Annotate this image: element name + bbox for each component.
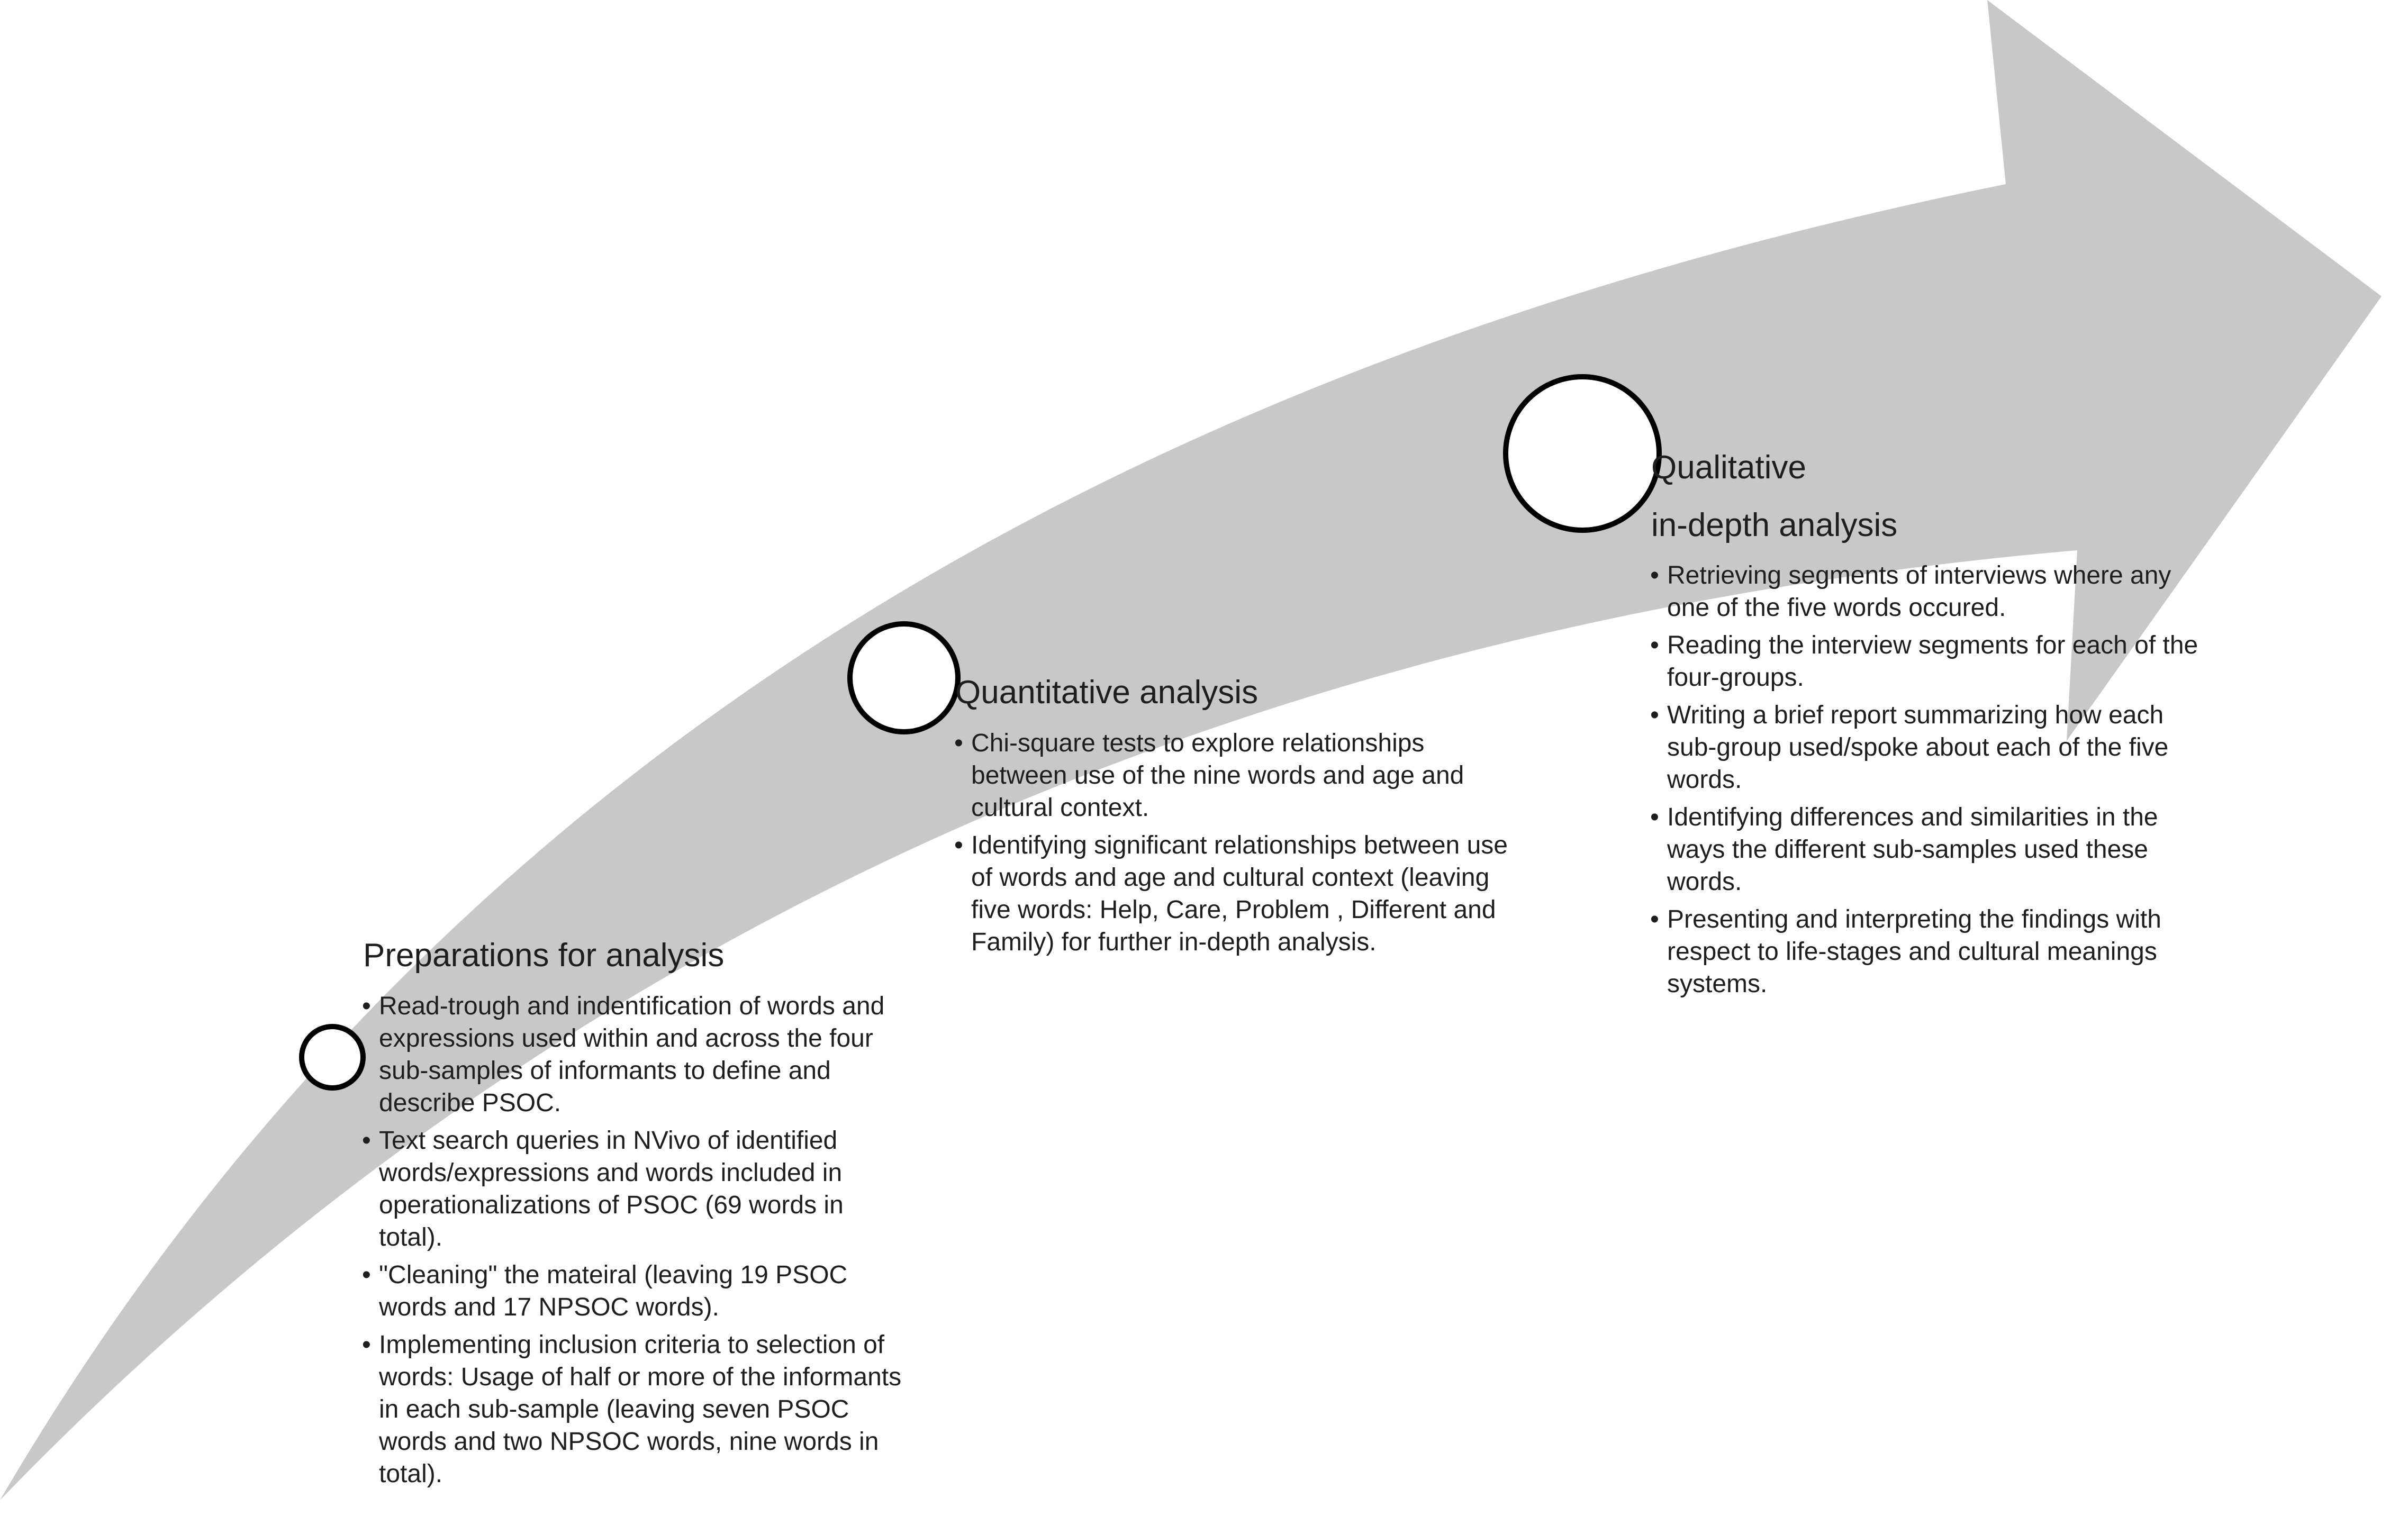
stage-title-line: Preparations for analysis (363, 937, 725, 974)
stage-quantitative (955, 664, 1522, 964)
stage-bullet-list (363, 990, 908, 1490)
stage-bullet-list (955, 727, 1522, 958)
stage-title-line: Quantitative analysis (955, 674, 1259, 711)
bullet-item: • Reading the interview segments for each of the four-groups. (1651, 629, 2212, 694)
stage-title-line: in-depth analysis (1651, 506, 1898, 543)
bullet-item: • Presenting and interpreting the findings with respect to life-stages and cultural meanings systems. (1651, 903, 2212, 1000)
bullet-item: • Retrieving segments of interviews where any one of the five words occured. (1651, 559, 2212, 624)
stage-qualitative (1651, 439, 2212, 1005)
stage-bullet-list (1651, 559, 2212, 1000)
bullet-item: • Identifying significant relationships between use of words and age and cultural context (leaving five words: Help, Care, Problem , Different and Family) for further in-depth analysis. (955, 829, 1522, 958)
bullet-item: • Read-trough and indentification of words and expressions used within and across the four sub-samples of informants to define and describe PSOC. (363, 990, 908, 1119)
bullet-item: • Writing a brief report summarizing how each sub-group used/spoke about each of the five words. (1651, 699, 2212, 796)
step-3-circle (1506, 377, 1659, 530)
bullet-item: • Identifying differences and similarities in the ways the different sub-samples used these words. (1651, 801, 2212, 898)
bullet-item: • Implementing inclusion criteria to selection of words: Usage of half or more of the informants in each sub-sample (leaving seven PSOC words and two NPSOC words, nine words in total). (363, 1329, 908, 1490)
bullet-item: • Chi-square tests to explore relationships between use of the nine words and age and cultural context. (955, 727, 1522, 824)
stage-preparations (363, 927, 908, 1495)
stage-title-line: Qualitative (1651, 449, 1806, 486)
stage-title (363, 927, 908, 985)
step-2-circle (850, 624, 958, 732)
step-1-circle (302, 1027, 363, 1088)
bullet-item: • "Cleaning" the mateiral (leaving 19 PSOC words and 17 NPSOC words). (363, 1259, 908, 1323)
stage-title (955, 664, 1522, 722)
bullet-item: • Text search queries in NVivo of identified words/expressions and words included in operationalizations of PSOC (69 words in total). (363, 1124, 908, 1254)
stage-title (1651, 439, 2212, 554)
